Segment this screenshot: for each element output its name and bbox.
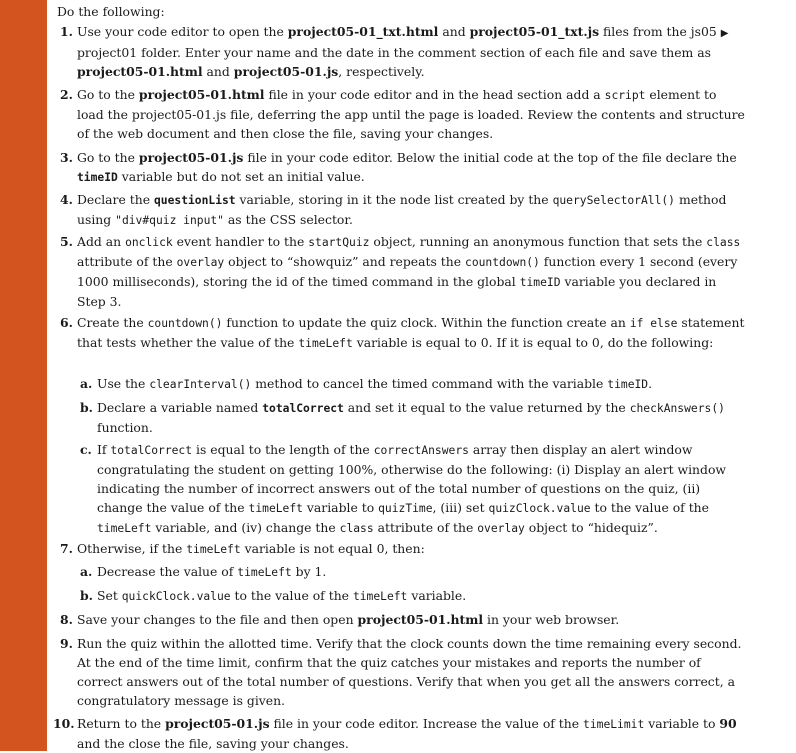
step-5: 5. Add an onclick event handler to the startQuiz object, running an anonymous function that sets the class attribute of the overlay object to “showquiz” and repeats the countdown() function every 1 second (every 1000 milliseconds), storing the id of the timed command in the global timeID variable you declared in Step 3. <box>60 234 741 309</box>
step-2: 2. Go to the project05-01.html file in your code editor and in the head section add a script element to load the project05-01.js file, deferring the app until the page is loaded. Review the contents and structure of the web document and then close the file, saving your changes. <box>60 87 745 141</box>
step-10: 10. Return to the project05-01.js file in your code editor. Increase the value of the timeLimit variable to 90 and the close the file, saving your changes. <box>53 716 737 751</box>
step-4: 4. Declare the questionList variable, storing in it the node list created by the querySelectorAll() method using "div#quiz input" as the CSS selector. <box>60 192 727 227</box>
step-6c: c. If totalCorrect is equal to the length of the correctAnswers array then display an alert window congratulating the student on getting 100%, otherwise do the following: (i) Display an alert window indicating the number of incorrect answers out of the total number of questions on the quiz, (ii) change the value of the timeLeft variable to quizTime, (iii) set quizClock.value to the value of the timeLeft variable, and (iv) change the class attribute of the overlay object to “hidequiz”. <box>80 442 727 535</box>
step-3: 3. Go to the project05-01.js file in your code editor. Below the initial code at the top of the file declare the timeID variable but do not set an initial value. <box>60 150 737 184</box>
step-9: 9. Run the quiz within the allotted time. Verify that the clock counts down the time remaining every second. At the end of the time limit, confirm that the quiz catches your mistakes and reports the number of correct answers out of the total number of questions. Verify that when you get all the answers correct, a congratulatory message is given. <box>60 636 742 708</box>
step-6a: a. Use the clearInterval() method to cancel the timed command with the variable timeID. <box>80 376 653 391</box>
step-7: 7. Otherwise, if the timeLeft variable is not equal 0, then: <box>60 541 425 556</box>
step-7b: b. Set quickClock.value to the value of the timeLeft variable. <box>80 588 467 603</box>
step-7a: a. Decrease the value of timeLeft by 1. <box>80 564 327 579</box>
step-6b: b. Declare a variable named totalCorrect and set it equal to the value returned by the checkAnswers() function. <box>80 400 725 435</box>
step-number: 1. <box>60 24 73 39</box>
continue-arrow-icon: ▶ <box>720 28 729 39</box>
heading: Do the following: <box>57 4 165 19</box>
step-1: 1. Use your code editor to open the project05-01_txt.html and project05-01_txt.js files from the js05 ▶ project01 folder. Enter your name and the date in the comment section of each file and save them as project05-01.html and project05-01.js, respectively. <box>60 24 729 79</box>
step-6: 6. Create the countdown() function to update the quiz clock. Within the function create an if else statement that tests whether the value of the timeLeft variable is equal to 0. If it is equal to 0, do the following: <box>60 315 745 350</box>
step-8: 8. Save your changes to the file and then open project05-01.html in your web browser. <box>60 612 620 627</box>
accent-sidebar <box>0 0 47 751</box>
